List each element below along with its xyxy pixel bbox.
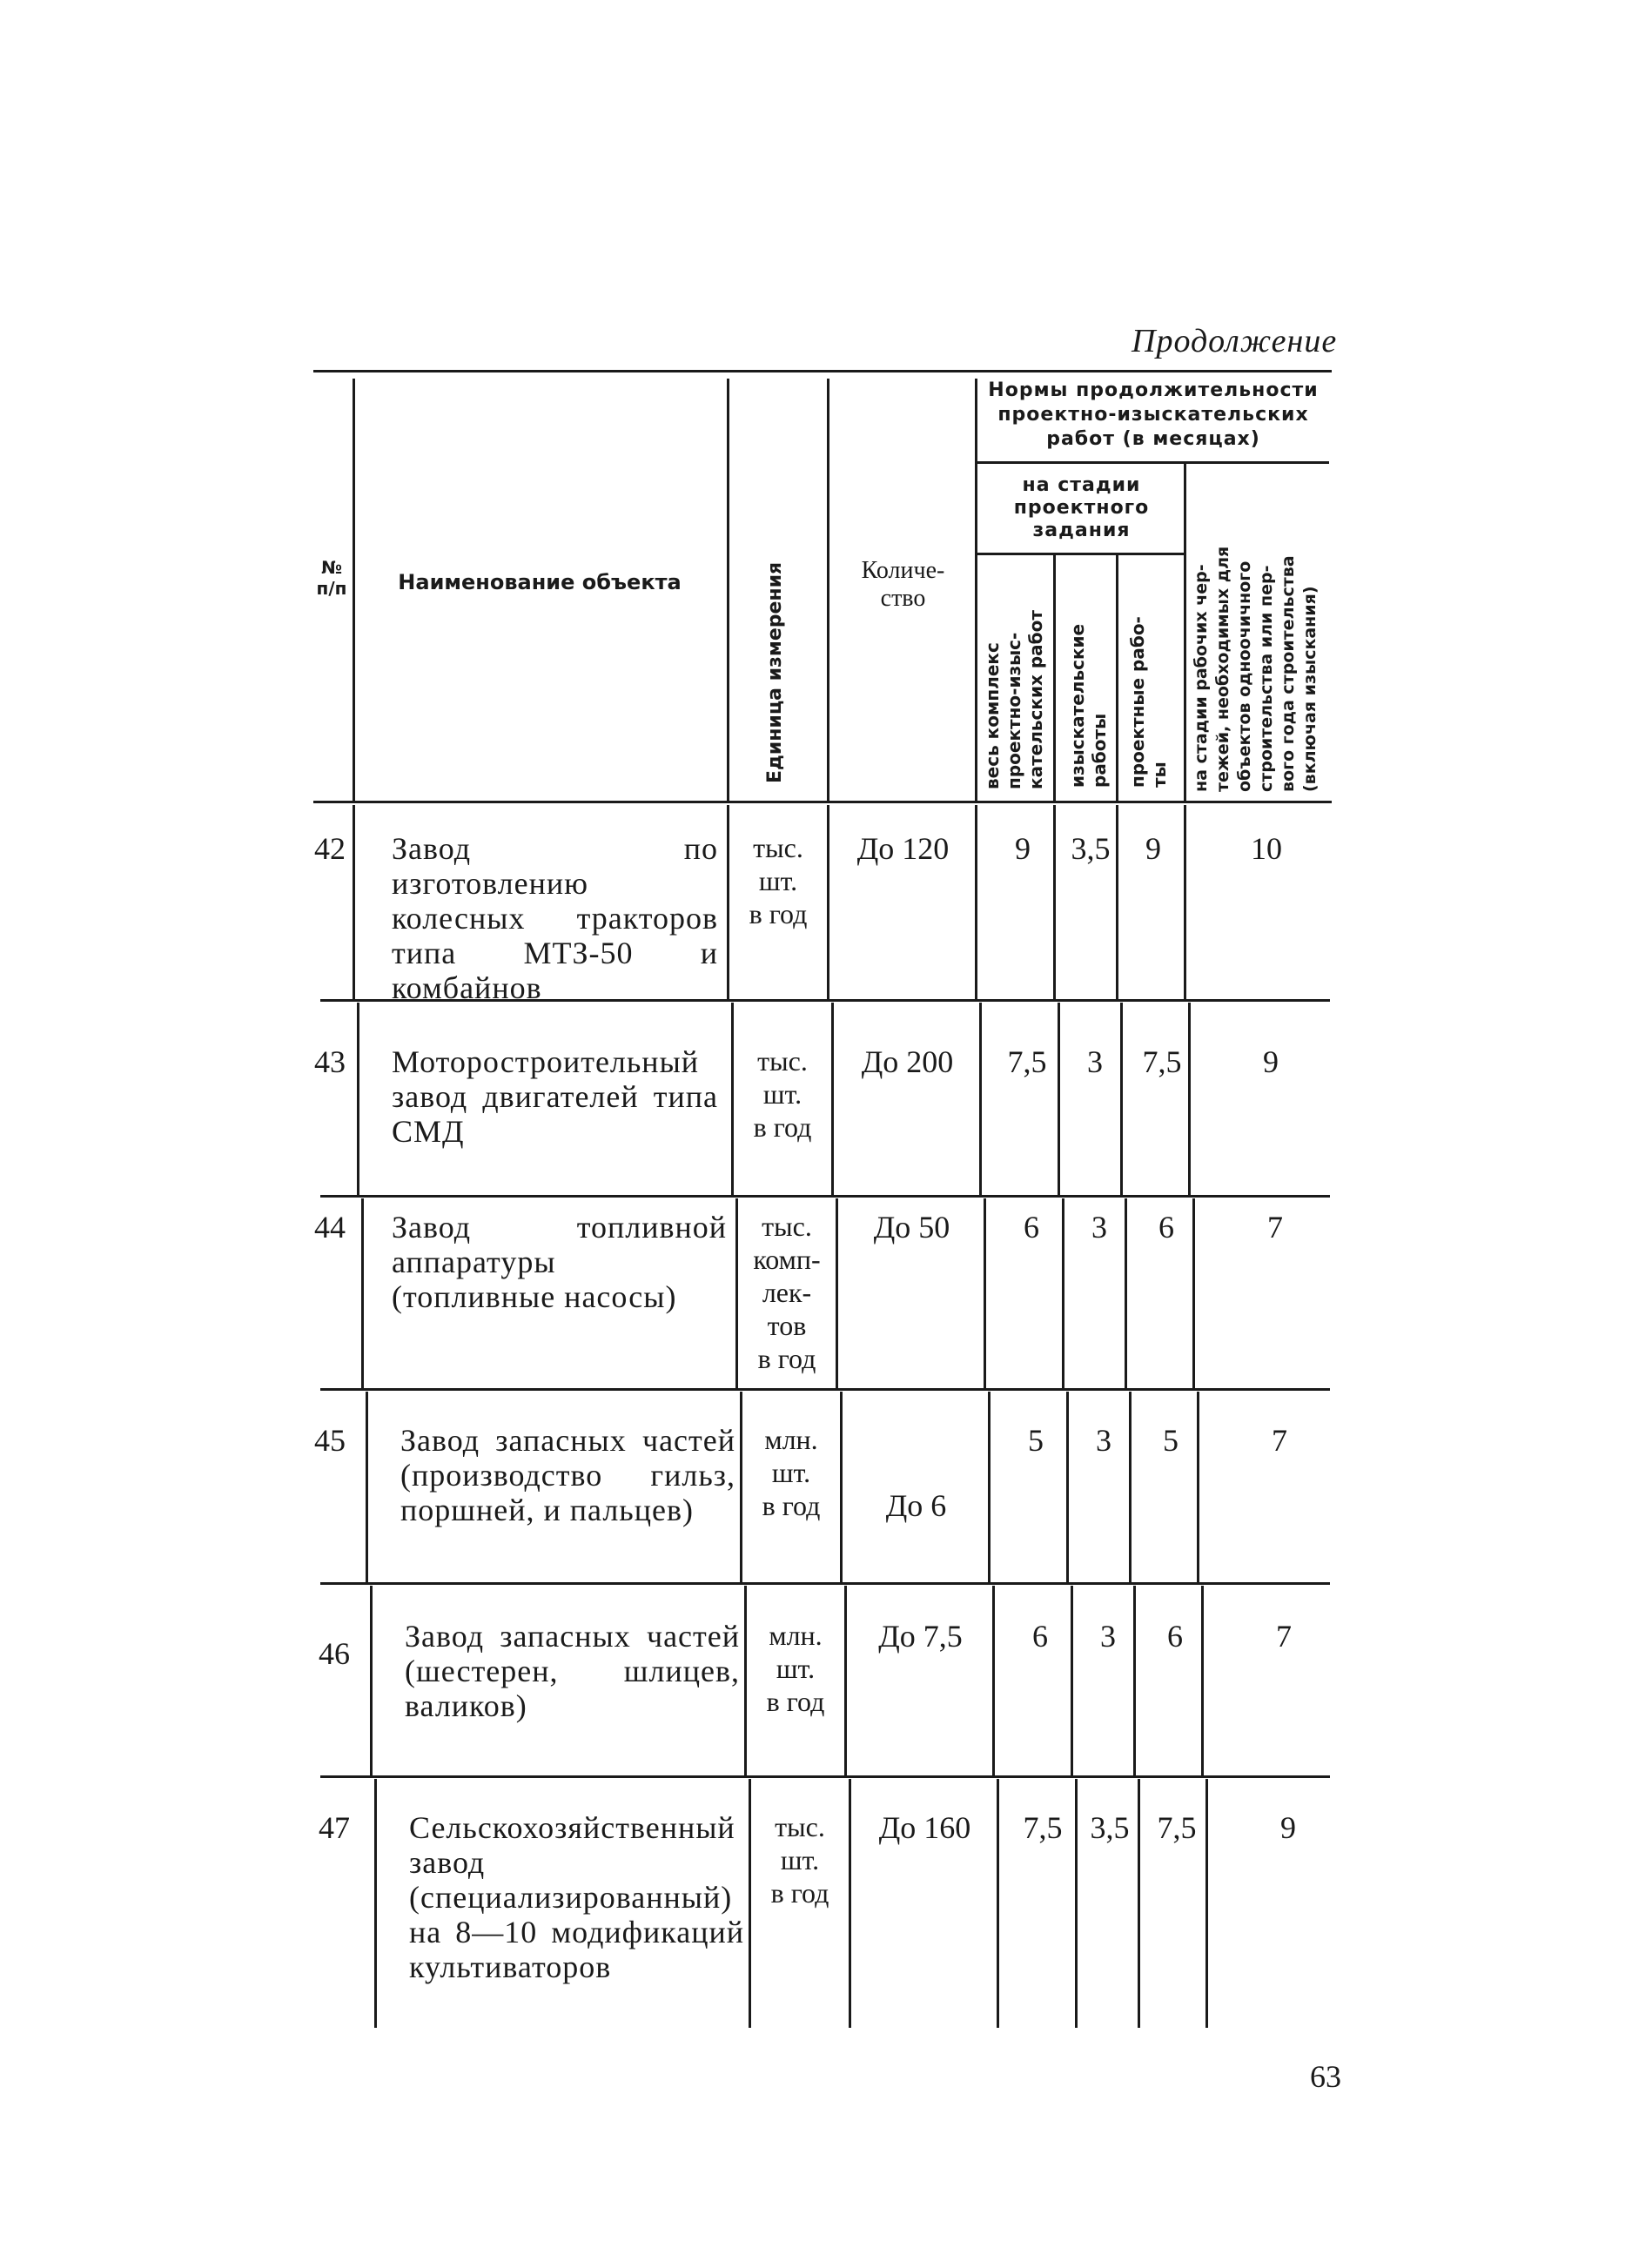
quantity: До 6 xyxy=(885,1488,947,1523)
column-rule xyxy=(366,1392,368,1582)
column-rule xyxy=(840,1392,843,1582)
column-rule xyxy=(975,805,977,999)
header-working-drawings: на стадии рабочих чер- тежей, необходимых для объектов одноочичного строительства или пер- вого года строительства (включая изыскания) xyxy=(1192,546,1320,792)
survey-value: 3,5 xyxy=(1090,1810,1130,1845)
column-rule xyxy=(997,1779,999,2028)
table-top-rule xyxy=(313,370,1332,372)
header-rule xyxy=(975,379,977,801)
row-number: 44 xyxy=(314,1210,346,1245)
unit-of-measure: тыс. шт. в год xyxy=(753,1045,812,1143)
unit-of-measure: млн. шт. в год xyxy=(766,1620,825,1717)
row-separator xyxy=(320,1582,1330,1585)
row-separator xyxy=(320,1388,1330,1391)
row-separator xyxy=(320,1195,1330,1198)
object-name: Завод запасных частей (шестерен, шлицев, валиков) xyxy=(405,1619,740,1723)
column-rule xyxy=(984,1198,986,1388)
unit-of-measure: тыс. шт. в год xyxy=(749,832,808,929)
working-drawings-value: 7 xyxy=(1267,1210,1283,1245)
design-value: 5 xyxy=(1163,1423,1179,1458)
unit-of-measure: тыс. комп- лек- тов в год xyxy=(753,1211,821,1374)
column-rule xyxy=(831,1003,834,1195)
header-unit: Единица измерения xyxy=(764,561,786,783)
survey-value: 3,5 xyxy=(1071,831,1111,866)
full-complex-value: 6 xyxy=(1024,1210,1039,1245)
object-name: Завод по изготовлению колесных тракторов типа МТЗ-50 и комбайнов xyxy=(392,831,718,1005)
column-rule xyxy=(844,1586,847,1775)
column-rule xyxy=(988,1392,991,1582)
column-rule xyxy=(735,1198,738,1388)
quantity: До 160 xyxy=(878,1810,971,1845)
column-rule xyxy=(1188,1003,1191,1195)
header-bottom-rule xyxy=(313,801,1332,803)
header-rule xyxy=(827,379,829,801)
column-rule xyxy=(353,805,355,999)
design-value: 9 xyxy=(1145,831,1161,866)
header-stage-project: на стадии проектного задания xyxy=(1013,474,1150,541)
column-rule xyxy=(1071,1586,1073,1775)
row-number: 47 xyxy=(319,1810,350,1845)
full-complex-value: 5 xyxy=(1028,1423,1044,1458)
column-rule xyxy=(1129,1392,1132,1582)
column-rule xyxy=(1184,805,1186,999)
column-rule xyxy=(1197,1392,1199,1582)
quantity: До 120 xyxy=(856,831,950,866)
column-rule xyxy=(361,1198,364,1388)
column-rule xyxy=(1066,1392,1069,1582)
column-rule xyxy=(1120,1003,1123,1195)
object-name: Моторостроительный завод двигателей типа СМД xyxy=(392,1044,718,1149)
header-number: № п/п xyxy=(316,557,347,599)
quantity: До 200 xyxy=(861,1044,954,1079)
unit-of-measure: млн. шт. в год xyxy=(762,1424,821,1521)
design-value: 7,5 xyxy=(1142,1044,1182,1079)
full-complex-value: 7,5 xyxy=(1023,1810,1063,1845)
continuation-label: Продолжение xyxy=(1132,323,1338,359)
column-rule xyxy=(727,805,729,999)
column-rule xyxy=(827,805,829,999)
object-name: Завод топливной аппаратуры (топливные насосы) xyxy=(392,1210,727,1314)
survey-value: 3 xyxy=(1087,1044,1103,1079)
page-number: 63 xyxy=(1310,2059,1341,2094)
column-rule xyxy=(992,1586,995,1775)
row-number: 42 xyxy=(314,831,346,866)
working-drawings-value: 9 xyxy=(1263,1044,1279,1079)
survey-value: 3 xyxy=(1096,1423,1111,1458)
object-name: Сельскохозяйственный завод (специализированный) на 8—10 модификаций культиваторов xyxy=(409,1810,744,1984)
header-rule xyxy=(977,461,1329,464)
header-design: проектные рабо- ты xyxy=(1127,616,1170,788)
unit-of-measure: тыс. шт. в год xyxy=(770,1811,829,1909)
header-rule xyxy=(1184,463,1186,801)
full-complex-value: 6 xyxy=(1032,1619,1048,1654)
header-quantity: Количе- ство xyxy=(861,557,945,612)
working-drawings-value: 7 xyxy=(1272,1423,1287,1458)
row-number: 45 xyxy=(314,1423,346,1458)
survey-value: 3 xyxy=(1100,1619,1116,1654)
header-rule xyxy=(727,379,729,801)
header-object-name: Наименование объекта xyxy=(398,570,682,594)
header-full-complex: весь комплекс проектно-изыс- кательских работ xyxy=(982,610,1046,789)
column-rule xyxy=(731,1003,734,1195)
header-rule xyxy=(353,379,355,801)
survey-value: 3 xyxy=(1091,1210,1107,1245)
header-rule xyxy=(1116,554,1118,801)
working-drawings-value: 9 xyxy=(1280,1810,1296,1845)
column-rule xyxy=(374,1779,377,2028)
header-rule xyxy=(977,553,1184,555)
header-norms-group: Нормы продолжительности проектно-изыскательских работ (в месяцах) xyxy=(988,379,1319,450)
column-rule xyxy=(1201,1586,1204,1775)
column-rule xyxy=(1058,1003,1060,1195)
row-number: 43 xyxy=(314,1044,346,1079)
design-value: 7,5 xyxy=(1157,1810,1197,1845)
header-survey: изыскательские работы xyxy=(1067,623,1110,788)
object-name: Завод запасных частей (производство гильз, поршней, и пальцев) xyxy=(400,1423,735,1527)
column-rule xyxy=(744,1586,747,1775)
row-number: 46 xyxy=(319,1636,350,1671)
column-rule xyxy=(849,1779,851,2028)
design-value: 6 xyxy=(1158,1210,1174,1245)
working-drawings-value: 10 xyxy=(1251,831,1282,866)
row-separator xyxy=(320,1775,1330,1778)
working-drawings-value: 7 xyxy=(1276,1619,1292,1654)
full-complex-value: 9 xyxy=(1015,831,1031,866)
column-rule xyxy=(749,1779,751,2028)
column-rule xyxy=(1133,1586,1136,1775)
column-rule xyxy=(357,1003,359,1195)
column-rule xyxy=(740,1392,742,1582)
design-value: 6 xyxy=(1167,1619,1183,1654)
full-complex-value: 7,5 xyxy=(1007,1044,1047,1079)
column-rule xyxy=(979,1003,982,1195)
column-rule xyxy=(836,1198,838,1388)
quantity: До 50 xyxy=(873,1210,950,1245)
column-rule xyxy=(370,1586,373,1775)
header-rule xyxy=(1053,554,1056,801)
quantity: До 7,5 xyxy=(878,1619,963,1654)
